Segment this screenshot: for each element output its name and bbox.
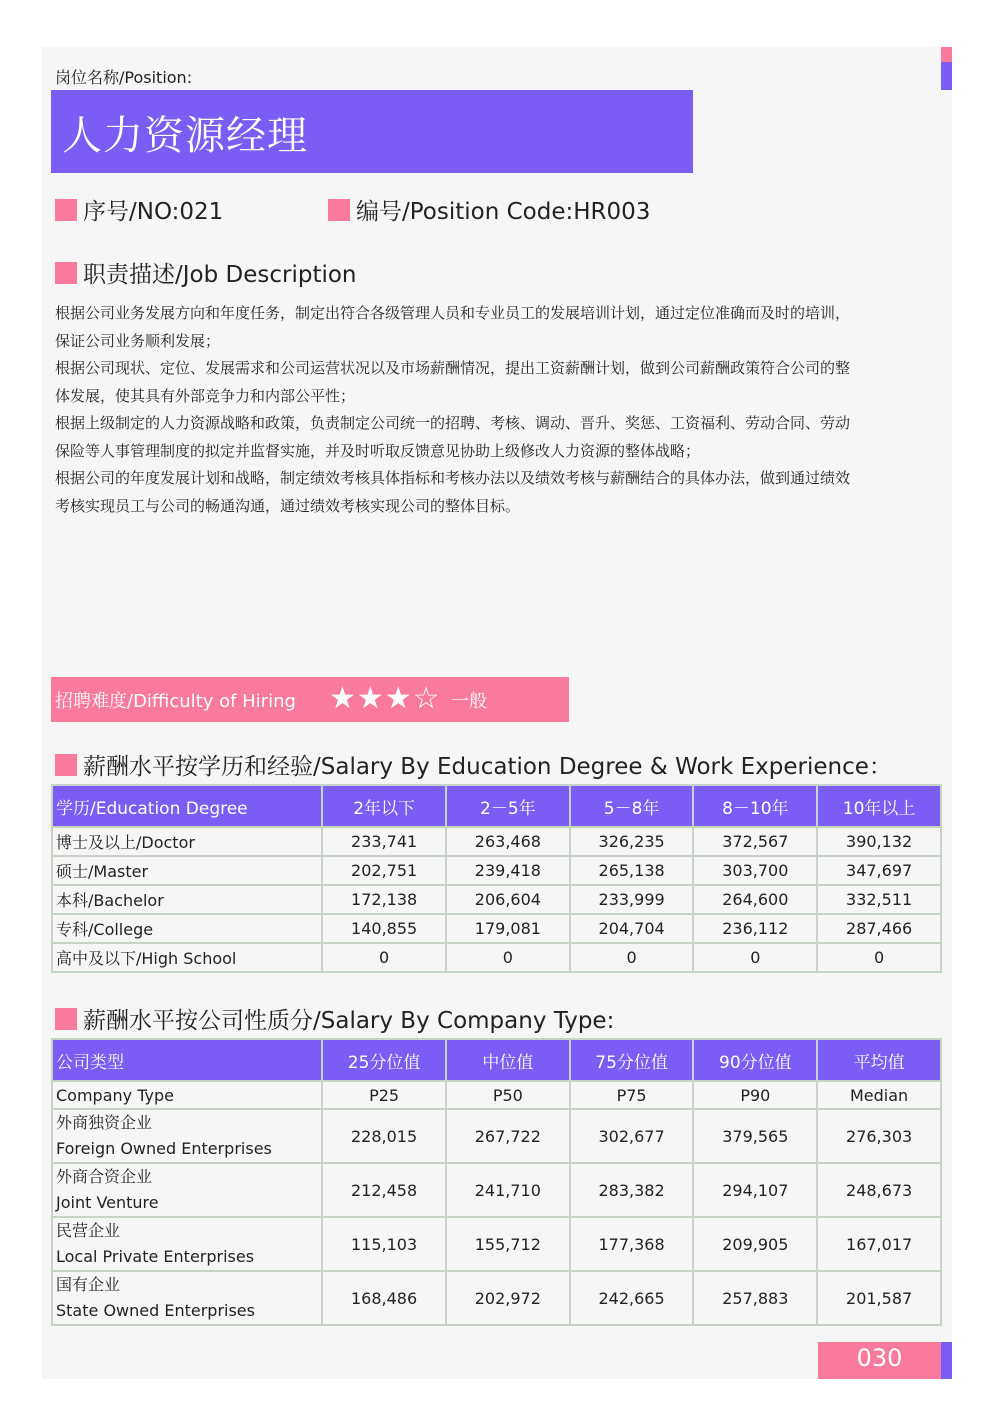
- job-line: 根据上级制定的人力资源战略和政策，负责制定公司统一的招聘、考核、调动、晋升、奖惩、工资福利、劳动合同、劳动: [55, 414, 851, 432]
- table-cell: 326,235: [570, 827, 694, 856]
- serial-number-text: 序号/NO:021: [83, 199, 224, 225]
- table-cell: 257,883: [693, 1271, 817, 1325]
- job-line: 根据公司的年度发展计划和战略，制定绩效考核具体指标和考核办法以及绩效考核与薪酬结合的具体办法，做到通过绩效: [55, 469, 851, 487]
- table-header-row: [52, 1039, 941, 1081]
- table-cell: Median: [817, 1081, 941, 1109]
- page-number-accent: [941, 1342, 952, 1379]
- table-cell: P25: [322, 1081, 446, 1109]
- table-cell: 202,751: [322, 856, 446, 885]
- table-cell: 0: [446, 943, 570, 972]
- table-cell: 294,107: [693, 1163, 817, 1217]
- square-bullet-icon: [55, 199, 77, 221]
- table-cell: 264,600: [693, 885, 817, 914]
- square-bullet-icon: [55, 262, 77, 284]
- table-row: [52, 1109, 941, 1163]
- table-cell: 287,466: [817, 914, 941, 943]
- square-bullet-icon: [328, 199, 350, 221]
- table-cell: 233,741: [322, 827, 446, 856]
- row-label: [52, 1163, 322, 1217]
- job-description-heading: [55, 256, 357, 289]
- hiring-difficulty-level: 一般: [451, 691, 487, 712]
- column-header: 8－10年: [693, 785, 817, 827]
- table-cell: 202,972: [446, 1271, 570, 1325]
- table-cell: 179,081: [446, 914, 570, 943]
- table-cell: 155,712: [446, 1217, 570, 1271]
- salary-education-heading: [55, 748, 892, 781]
- row-label: 本科/Bachelor: [52, 885, 322, 914]
- column-header: 2－5年: [446, 785, 570, 827]
- table-cell: 332,511: [817, 885, 941, 914]
- row-label: [52, 1217, 322, 1271]
- table-cell: 115,103: [322, 1217, 446, 1271]
- hiring-difficulty-bar: [51, 677, 569, 722]
- table-subheader-row: [52, 1081, 941, 1109]
- table-cell: 0: [693, 943, 817, 972]
- column-header: 学历/Education Degree: [52, 785, 322, 827]
- company-type-en: Local Private Enterprises: [56, 1247, 255, 1266]
- table-cell: 241,710: [446, 1163, 570, 1217]
- job-description: [55, 300, 941, 520]
- star-rating-icon: ★★★☆: [329, 681, 441, 716]
- hiring-difficulty-label: 招聘难度/Difficulty of Hiring: [55, 691, 296, 712]
- column-header: 90分位值: [693, 1039, 817, 1081]
- table-cell: 177,368: [570, 1217, 694, 1271]
- table-cell: 167,017: [817, 1217, 941, 1271]
- table-cell: 233,999: [570, 885, 694, 914]
- page-title: 人力资源经理: [62, 113, 308, 159]
- table-cell: 0: [322, 943, 446, 972]
- company-type-en: Joint Venture: [56, 1193, 159, 1212]
- column-header: 5－8年: [570, 785, 694, 827]
- job-line: 根据公司业务发展方向和年度任务，制定出符合各级管理人员和专业员工的发展培训计划，通过定位准确而及时的培训，: [55, 304, 851, 322]
- table-cell: 302,677: [570, 1109, 694, 1163]
- table-cell: P50: [446, 1081, 570, 1109]
- company-type-en: State Owned Enterprises: [56, 1301, 255, 1320]
- row-label: [52, 1271, 322, 1325]
- table-cell: 172,138: [322, 885, 446, 914]
- column-header: 10年以上: [817, 785, 941, 827]
- table-row: [52, 1217, 941, 1271]
- job-line: 保险等人事管理制度的拟定并监督实施，并及时听取反馈意见协助上级修改人力资源的整体战略；: [55, 441, 701, 460]
- company-type-cn: 国有企业: [56, 1275, 121, 1294]
- table-row: [52, 914, 941, 943]
- row-label: [52, 1109, 322, 1163]
- table-cell: 347,697: [817, 856, 941, 885]
- table-cell: 0: [817, 943, 941, 972]
- job-line: 根据公司现状、定位、发展需求和公司运营状况以及市场薪酬情况，提出工资薪酬计划，做到公司薪酬政策符合公司的整: [55, 359, 851, 377]
- column-header: 平均值: [817, 1039, 941, 1081]
- square-bullet-icon: [55, 754, 77, 776]
- column-header: 75分位值: [570, 1039, 694, 1081]
- table-cell: 204,704: [570, 914, 694, 943]
- table-cell: 372,567: [693, 827, 817, 856]
- company-type-cn: 外商独资企业: [56, 1113, 153, 1132]
- column-header: 25分位值: [322, 1039, 446, 1081]
- position-code: [328, 193, 650, 226]
- table-cell: 228,015: [322, 1109, 446, 1163]
- table-cell: 212,458: [322, 1163, 446, 1217]
- job-line: 考核实现员工与公司的畅通沟通，通过绩效考核实现公司的整体目标。: [55, 496, 521, 515]
- table-cell: 276,303: [817, 1109, 941, 1163]
- table-row: [52, 827, 941, 856]
- table-cell: 140,855: [322, 914, 446, 943]
- table-cell: 201,587: [817, 1271, 941, 1325]
- company-type-cn: 外商合资企业: [56, 1167, 153, 1186]
- table-row: [52, 856, 941, 885]
- square-bullet-icon: [55, 1008, 77, 1030]
- table-cell: 242,665: [570, 1271, 694, 1325]
- column-header: 2年以下: [322, 785, 446, 827]
- page-number: 030: [856, 1344, 903, 1372]
- row-label: 博士及以上/Doctor: [52, 827, 322, 856]
- position-code-text: 编号/Position Code:HR003: [356, 199, 651, 225]
- table-cell: 267,722: [446, 1109, 570, 1163]
- row-label: 硕士/Master: [52, 856, 322, 885]
- table-cell: P75: [570, 1081, 694, 1109]
- table-cell: 263,468: [446, 827, 570, 856]
- table-cell: 206,604: [446, 885, 570, 914]
- table-cell: 390,132: [817, 827, 941, 856]
- table-cell: 209,905: [693, 1217, 817, 1271]
- salary-education-heading-text: 薪酬水平按学历和经验/Salary By Education Degree & Work Experience：: [83, 754, 892, 780]
- column-header: 公司类型: [52, 1039, 322, 1081]
- salary-company-heading-text: 薪酬水平按公司性质分/Salary By Company Type:: [83, 1008, 615, 1034]
- table-row: [52, 943, 941, 972]
- salary-company-table: [51, 1038, 942, 1326]
- table-cell: 168,486: [322, 1271, 446, 1325]
- row-label: 高中及以下/High School: [52, 943, 322, 972]
- corner-accent-pink: [941, 47, 952, 62]
- column-header: 中位值: [446, 1039, 570, 1081]
- table-header-row: [52, 785, 941, 827]
- position-label: 岗位名称/Position:: [55, 68, 193, 87]
- table-cell: 283,382: [570, 1163, 694, 1217]
- job-line: 体发展，使其具有外部竞争力和内部公平性；: [55, 386, 356, 405]
- serial-number: [55, 193, 223, 226]
- job-line: 保证公司业务顺利发展；: [55, 331, 221, 350]
- table-cell: P90: [693, 1081, 817, 1109]
- row-label: 专科/College: [52, 914, 322, 943]
- company-type-en: Foreign Owned Enterprises: [56, 1139, 272, 1158]
- table-cell: 239,418: [446, 856, 570, 885]
- row-label: Company Type: [52, 1081, 322, 1109]
- table-row: [52, 1163, 941, 1217]
- table-row: [52, 885, 941, 914]
- salary-company-heading: [55, 1002, 614, 1035]
- table-cell: 379,565: [693, 1109, 817, 1163]
- table-cell: 265,138: [570, 856, 694, 885]
- table-cell: 236,112: [693, 914, 817, 943]
- table-cell: 0: [570, 943, 694, 972]
- job-description-heading-text: 职责描述/Job Description: [83, 262, 357, 288]
- corner-accent-purple: [941, 62, 952, 90]
- table-cell: 248,673: [817, 1163, 941, 1217]
- table-row: [52, 1271, 941, 1325]
- salary-education-table: [51, 784, 942, 973]
- company-type-cn: 民营企业: [56, 1221, 121, 1240]
- table-cell: 303,700: [693, 856, 817, 885]
